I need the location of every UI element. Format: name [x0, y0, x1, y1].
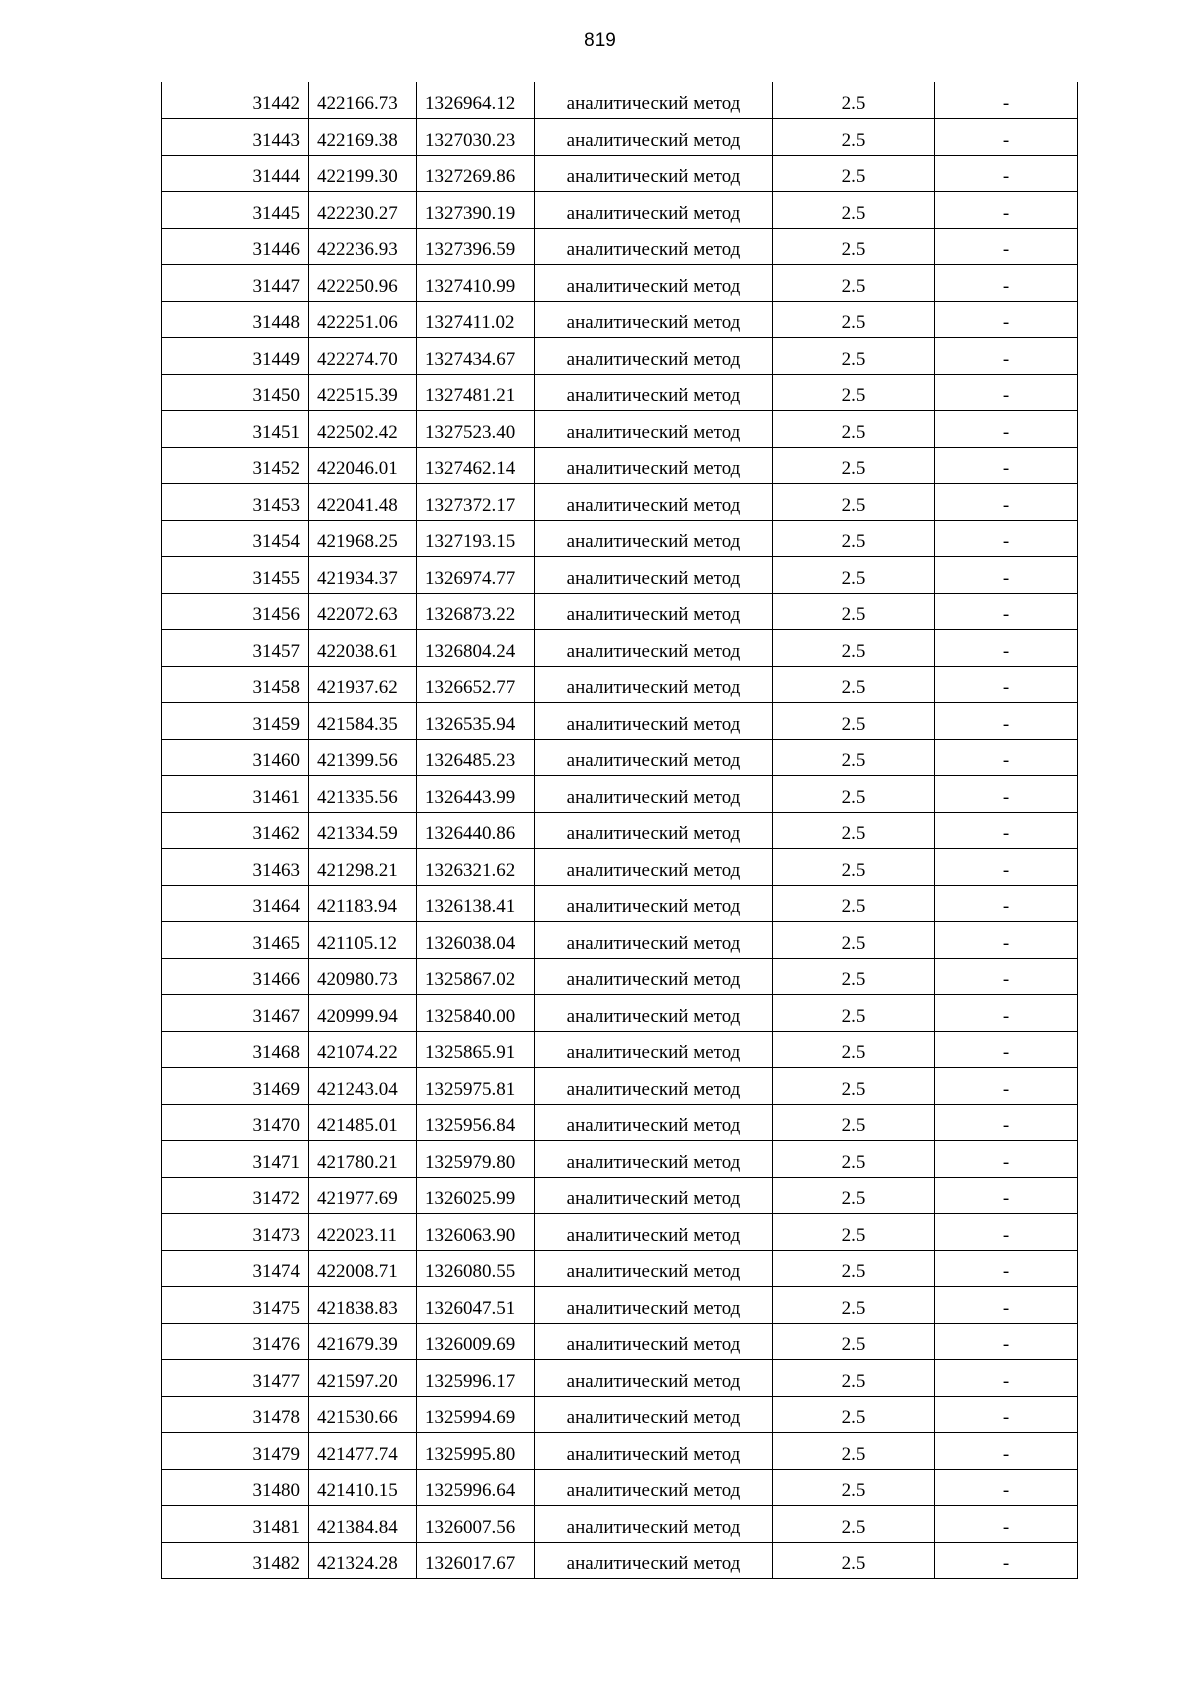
table-row [162, 411, 1078, 448]
x-coordinate-cell: 421838.83 [309, 1287, 417, 1324]
point-number-cell: 31464 [162, 885, 309, 922]
y-coordinate-cell: 1327030.23 [417, 119, 535, 156]
note-cell: - [935, 1214, 1078, 1251]
x-coordinate-cell: 422008.71 [309, 1250, 417, 1287]
table-row [162, 1433, 1078, 1470]
accuracy-cell: 2.5 [773, 338, 935, 375]
note-cell: - [935, 447, 1078, 484]
x-coordinate-cell: 422274.70 [309, 338, 417, 375]
table-row [162, 812, 1078, 849]
point-number-cell: 31457 [162, 630, 309, 667]
table-row [162, 739, 1078, 776]
x-coordinate-cell: 421477.74 [309, 1433, 417, 1470]
note-cell: - [935, 703, 1078, 740]
table-row [162, 1323, 1078, 1360]
y-coordinate-cell: 1326047.51 [417, 1287, 535, 1324]
y-coordinate-cell: 1326535.94 [417, 703, 535, 740]
x-coordinate-cell: 422169.38 [309, 119, 417, 156]
x-coordinate-cell: 421243.04 [309, 1068, 417, 1105]
accuracy-cell: 2.5 [773, 484, 935, 521]
x-coordinate-cell: 421334.59 [309, 812, 417, 849]
table-row [162, 265, 1078, 302]
table-row [162, 666, 1078, 703]
point-number-cell: 31466 [162, 958, 309, 995]
y-coordinate-cell: 1325979.80 [417, 1141, 535, 1178]
point-number-cell: 31481 [162, 1506, 309, 1543]
point-number-cell: 31445 [162, 192, 309, 229]
accuracy-cell: 2.5 [773, 593, 935, 630]
y-coordinate-cell: 1326964.12 [417, 82, 535, 119]
point-number-cell: 31482 [162, 1542, 309, 1579]
note-cell: - [935, 374, 1078, 411]
method-cell: аналитический метод [535, 557, 773, 594]
note-cell: - [935, 630, 1078, 667]
method-cell: аналитический метод [535, 1469, 773, 1506]
note-cell: - [935, 1250, 1078, 1287]
x-coordinate-cell: 422502.42 [309, 411, 417, 448]
table-row [162, 1141, 1078, 1178]
accuracy-cell: 2.5 [773, 849, 935, 886]
method-cell: аналитический метод [535, 301, 773, 338]
table-row [162, 1104, 1078, 1141]
note-cell: - [935, 812, 1078, 849]
note-cell: - [935, 228, 1078, 265]
point-number-cell: 31462 [162, 812, 309, 849]
accuracy-cell: 2.5 [773, 1031, 935, 1068]
y-coordinate-cell: 1327462.14 [417, 447, 535, 484]
note-cell: - [935, 192, 1078, 229]
note-cell: - [935, 265, 1078, 302]
accuracy-cell: 2.5 [773, 228, 935, 265]
x-coordinate-cell: 422251.06 [309, 301, 417, 338]
method-cell: аналитический метод [535, 922, 773, 959]
y-coordinate-cell: 1325995.80 [417, 1433, 535, 1470]
table-row [162, 922, 1078, 959]
x-coordinate-cell: 422199.30 [309, 155, 417, 192]
method-cell: аналитический метод [535, 374, 773, 411]
method-cell: аналитический метод [535, 411, 773, 448]
accuracy-cell: 2.5 [773, 739, 935, 776]
point-number-cell: 31449 [162, 338, 309, 375]
accuracy-cell: 2.5 [773, 119, 935, 156]
accuracy-cell: 2.5 [773, 1469, 935, 1506]
method-cell: аналитический метод [535, 484, 773, 521]
note-cell: - [935, 1031, 1078, 1068]
y-coordinate-cell: 1326652.77 [417, 666, 535, 703]
accuracy-cell: 2.5 [773, 411, 935, 448]
point-number-cell: 31470 [162, 1104, 309, 1141]
note-cell: - [935, 739, 1078, 776]
y-coordinate-cell: 1326025.99 [417, 1177, 535, 1214]
note-cell: - [935, 520, 1078, 557]
x-coordinate-cell: 421298.21 [309, 849, 417, 886]
point-number-cell: 31453 [162, 484, 309, 521]
method-cell: аналитический метод [535, 1542, 773, 1579]
y-coordinate-cell: 1327523.40 [417, 411, 535, 448]
y-coordinate-cell: 1327390.19 [417, 192, 535, 229]
y-coordinate-cell: 1327193.15 [417, 520, 535, 557]
y-coordinate-cell: 1325996.64 [417, 1469, 535, 1506]
x-coordinate-cell: 421530.66 [309, 1396, 417, 1433]
note-cell: - [935, 1506, 1078, 1543]
table-row [162, 119, 1078, 156]
x-coordinate-cell: 422038.61 [309, 630, 417, 667]
x-coordinate-cell: 421183.94 [309, 885, 417, 922]
table-row [162, 776, 1078, 813]
x-coordinate-cell: 422072.63 [309, 593, 417, 630]
accuracy-cell: 2.5 [773, 776, 935, 813]
point-number-cell: 31471 [162, 1141, 309, 1178]
x-coordinate-cell: 421597.20 [309, 1360, 417, 1397]
accuracy-cell: 2.5 [773, 1360, 935, 1397]
note-cell: - [935, 119, 1078, 156]
point-number-cell: 31452 [162, 447, 309, 484]
x-coordinate-cell: 422166.73 [309, 82, 417, 119]
accuracy-cell: 2.5 [773, 1250, 935, 1287]
accuracy-cell: 2.5 [773, 1396, 935, 1433]
accuracy-cell: 2.5 [773, 666, 935, 703]
accuracy-cell: 2.5 [773, 995, 935, 1032]
point-number-cell: 31459 [162, 703, 309, 740]
x-coordinate-cell: 421934.37 [309, 557, 417, 594]
method-cell: аналитический метод [535, 338, 773, 375]
x-coordinate-cell: 421937.62 [309, 666, 417, 703]
point-number-cell: 31448 [162, 301, 309, 338]
note-cell: - [935, 301, 1078, 338]
table-row [162, 1250, 1078, 1287]
method-cell: аналитический метод [535, 1506, 773, 1543]
point-number-cell: 31454 [162, 520, 309, 557]
table-row [162, 849, 1078, 886]
coordinates-table-body [162, 82, 1078, 1579]
note-cell: - [935, 1323, 1078, 1360]
point-number-cell: 31451 [162, 411, 309, 448]
note-cell: - [935, 82, 1078, 119]
point-number-cell: 31458 [162, 666, 309, 703]
point-number-cell: 31468 [162, 1031, 309, 1068]
accuracy-cell: 2.5 [773, 1141, 935, 1178]
accuracy-cell: 2.5 [773, 374, 935, 411]
point-number-cell: 31467 [162, 995, 309, 1032]
method-cell: аналитический метод [535, 1031, 773, 1068]
table-row [162, 557, 1078, 594]
y-coordinate-cell: 1327410.99 [417, 265, 535, 302]
method-cell: аналитический метод [535, 1141, 773, 1178]
note-cell: - [935, 1104, 1078, 1141]
accuracy-cell: 2.5 [773, 82, 935, 119]
accuracy-cell: 2.5 [773, 885, 935, 922]
table-row [162, 703, 1078, 740]
x-coordinate-cell: 422250.96 [309, 265, 417, 302]
note-cell: - [935, 1396, 1078, 1433]
x-coordinate-cell: 422230.27 [309, 192, 417, 229]
table-row [162, 1542, 1078, 1579]
accuracy-cell: 2.5 [773, 1214, 935, 1251]
accuracy-cell: 2.5 [773, 447, 935, 484]
table-row [162, 520, 1078, 557]
method-cell: аналитический метод [535, 958, 773, 995]
accuracy-cell: 2.5 [773, 1068, 935, 1105]
method-cell: аналитический метод [535, 1250, 773, 1287]
accuracy-cell: 2.5 [773, 557, 935, 594]
y-coordinate-cell: 1326080.55 [417, 1250, 535, 1287]
x-coordinate-cell: 421384.84 [309, 1506, 417, 1543]
y-coordinate-cell: 1326038.04 [417, 922, 535, 959]
point-number-cell: 31469 [162, 1068, 309, 1105]
accuracy-cell: 2.5 [773, 703, 935, 740]
note-cell: - [935, 849, 1078, 886]
y-coordinate-cell: 1325840.00 [417, 995, 535, 1032]
point-number-cell: 31472 [162, 1177, 309, 1214]
x-coordinate-cell: 421977.69 [309, 1177, 417, 1214]
accuracy-cell: 2.5 [773, 812, 935, 849]
note-cell: - [935, 1177, 1078, 1214]
point-number-cell: 31450 [162, 374, 309, 411]
note-cell: - [935, 1542, 1078, 1579]
point-number-cell: 31461 [162, 776, 309, 813]
point-number-cell: 31478 [162, 1396, 309, 1433]
method-cell: аналитический метод [535, 265, 773, 302]
accuracy-cell: 2.5 [773, 1433, 935, 1470]
coordinates-table [161, 82, 1078, 1579]
table-row [162, 301, 1078, 338]
y-coordinate-cell: 1326443.99 [417, 776, 535, 813]
x-coordinate-cell: 420980.73 [309, 958, 417, 995]
note-cell: - [935, 411, 1078, 448]
x-coordinate-cell: 421410.15 [309, 1469, 417, 1506]
method-cell: аналитический метод [535, 995, 773, 1032]
method-cell: аналитический метод [535, 119, 773, 156]
method-cell: аналитический метод [535, 630, 773, 667]
accuracy-cell: 2.5 [773, 1177, 935, 1214]
x-coordinate-cell: 422236.93 [309, 228, 417, 265]
note-cell: - [935, 1469, 1078, 1506]
accuracy-cell: 2.5 [773, 1104, 935, 1141]
point-number-cell: 31446 [162, 228, 309, 265]
method-cell: аналитический метод [535, 155, 773, 192]
method-cell: аналитический метод [535, 1177, 773, 1214]
point-number-cell: 31479 [162, 1433, 309, 1470]
point-number-cell: 31463 [162, 849, 309, 886]
accuracy-cell: 2.5 [773, 1323, 935, 1360]
method-cell: аналитический метод [535, 666, 773, 703]
table-row [162, 1031, 1078, 1068]
method-cell: аналитический метод [535, 228, 773, 265]
table-row [162, 958, 1078, 995]
accuracy-cell: 2.5 [773, 630, 935, 667]
method-cell: аналитический метод [535, 849, 773, 886]
table-row [162, 192, 1078, 229]
point-number-cell: 31480 [162, 1469, 309, 1506]
y-coordinate-cell: 1326017.67 [417, 1542, 535, 1579]
page-number: 819 [584, 30, 616, 51]
note-cell: - [935, 1068, 1078, 1105]
y-coordinate-cell: 1326138.41 [417, 885, 535, 922]
accuracy-cell: 2.5 [773, 301, 935, 338]
table-row [162, 338, 1078, 375]
note-cell: - [935, 776, 1078, 813]
note-cell: - [935, 593, 1078, 630]
y-coordinate-cell: 1326063.90 [417, 1214, 535, 1251]
note-cell: - [935, 885, 1078, 922]
method-cell: аналитический метод [535, 82, 773, 119]
y-coordinate-cell: 1326485.23 [417, 739, 535, 776]
note-cell: - [935, 1433, 1078, 1470]
accuracy-cell: 2.5 [773, 520, 935, 557]
x-coordinate-cell: 421485.01 [309, 1104, 417, 1141]
note-cell: - [935, 338, 1078, 375]
y-coordinate-cell: 1326321.62 [417, 849, 535, 886]
y-coordinate-cell: 1325975.81 [417, 1068, 535, 1105]
y-coordinate-cell: 1326974.77 [417, 557, 535, 594]
note-cell: - [935, 557, 1078, 594]
note-cell: - [935, 1287, 1078, 1324]
method-cell: аналитический метод [535, 192, 773, 229]
point-number-cell: 31477 [162, 1360, 309, 1397]
note-cell: - [935, 1141, 1078, 1178]
method-cell: аналитический метод [535, 593, 773, 630]
x-coordinate-cell: 422023.11 [309, 1214, 417, 1251]
point-number-cell: 31460 [162, 739, 309, 776]
table-row [162, 1506, 1078, 1543]
y-coordinate-cell: 1327411.02 [417, 301, 535, 338]
x-coordinate-cell: 421074.22 [309, 1031, 417, 1068]
note-cell: - [935, 155, 1078, 192]
y-coordinate-cell: 1325865.91 [417, 1031, 535, 1068]
table-row [162, 484, 1078, 521]
table-row [162, 447, 1078, 484]
y-coordinate-cell: 1327434.67 [417, 338, 535, 375]
accuracy-cell: 2.5 [773, 1506, 935, 1543]
point-number-cell: 31442 [162, 82, 309, 119]
method-cell: аналитический метод [535, 885, 773, 922]
method-cell: аналитический метод [535, 1287, 773, 1324]
point-number-cell: 31455 [162, 557, 309, 594]
point-number-cell: 31444 [162, 155, 309, 192]
y-coordinate-cell: 1327269.86 [417, 155, 535, 192]
y-coordinate-cell: 1325996.17 [417, 1360, 535, 1397]
table-row [162, 593, 1078, 630]
x-coordinate-cell: 421968.25 [309, 520, 417, 557]
table-row [162, 1068, 1078, 1105]
method-cell: аналитический метод [535, 520, 773, 557]
table-row [162, 995, 1078, 1032]
point-number-cell: 31475 [162, 1287, 309, 1324]
accuracy-cell: 2.5 [773, 922, 935, 959]
method-cell: аналитический метод [535, 1396, 773, 1433]
note-cell: - [935, 666, 1078, 703]
note-cell: - [935, 958, 1078, 995]
method-cell: аналитический метод [535, 1360, 773, 1397]
table-row [162, 155, 1078, 192]
point-number-cell: 31443 [162, 119, 309, 156]
method-cell: аналитический метод [535, 776, 773, 813]
x-coordinate-cell: 421679.39 [309, 1323, 417, 1360]
method-cell: аналитический метод [535, 1323, 773, 1360]
x-coordinate-cell: 421399.56 [309, 739, 417, 776]
method-cell: аналитический метод [535, 739, 773, 776]
note-cell: - [935, 1360, 1078, 1397]
x-coordinate-cell: 420999.94 [309, 995, 417, 1032]
y-coordinate-cell: 1327481.21 [417, 374, 535, 411]
accuracy-cell: 2.5 [773, 265, 935, 302]
x-coordinate-cell: 421105.12 [309, 922, 417, 959]
y-coordinate-cell: 1326804.24 [417, 630, 535, 667]
y-coordinate-cell: 1327396.59 [417, 228, 535, 265]
table-row [162, 1177, 1078, 1214]
table-row [162, 1214, 1078, 1251]
x-coordinate-cell: 422515.39 [309, 374, 417, 411]
table-row [162, 374, 1078, 411]
table-row [162, 82, 1078, 119]
x-coordinate-cell: 422041.48 [309, 484, 417, 521]
point-number-cell: 31447 [162, 265, 309, 302]
method-cell: аналитический метод [535, 812, 773, 849]
x-coordinate-cell: 421780.21 [309, 1141, 417, 1178]
method-cell: аналитический метод [535, 1104, 773, 1141]
y-coordinate-cell: 1325994.69 [417, 1396, 535, 1433]
method-cell: аналитический метод [535, 1068, 773, 1105]
accuracy-cell: 2.5 [773, 1542, 935, 1579]
note-cell: - [935, 995, 1078, 1032]
accuracy-cell: 2.5 [773, 1287, 935, 1324]
x-coordinate-cell: 422046.01 [309, 447, 417, 484]
point-number-cell: 31476 [162, 1323, 309, 1360]
method-cell: аналитический метод [535, 447, 773, 484]
method-cell: аналитический метод [535, 1433, 773, 1470]
y-coordinate-cell: 1325867.02 [417, 958, 535, 995]
accuracy-cell: 2.5 [773, 958, 935, 995]
y-coordinate-cell: 1326440.86 [417, 812, 535, 849]
y-coordinate-cell: 1327372.17 [417, 484, 535, 521]
method-cell: аналитический метод [535, 1214, 773, 1251]
accuracy-cell: 2.5 [773, 155, 935, 192]
x-coordinate-cell: 421324.28 [309, 1542, 417, 1579]
accuracy-cell: 2.5 [773, 192, 935, 229]
point-number-cell: 31465 [162, 922, 309, 959]
note-cell: - [935, 922, 1078, 959]
point-number-cell: 31474 [162, 1250, 309, 1287]
table-row [162, 1287, 1078, 1324]
y-coordinate-cell: 1326007.56 [417, 1506, 535, 1543]
table-row [162, 885, 1078, 922]
method-cell: аналитический метод [535, 703, 773, 740]
table-row [162, 1469, 1078, 1506]
table-row [162, 630, 1078, 667]
x-coordinate-cell: 421584.35 [309, 703, 417, 740]
x-coordinate-cell: 421335.56 [309, 776, 417, 813]
y-coordinate-cell: 1325956.84 [417, 1104, 535, 1141]
table-row [162, 1396, 1078, 1433]
table-row [162, 228, 1078, 265]
note-cell: - [935, 484, 1078, 521]
y-coordinate-cell: 1326873.22 [417, 593, 535, 630]
table-row [162, 1360, 1078, 1397]
y-coordinate-cell: 1326009.69 [417, 1323, 535, 1360]
point-number-cell: 31456 [162, 593, 309, 630]
point-number-cell: 31473 [162, 1214, 309, 1251]
